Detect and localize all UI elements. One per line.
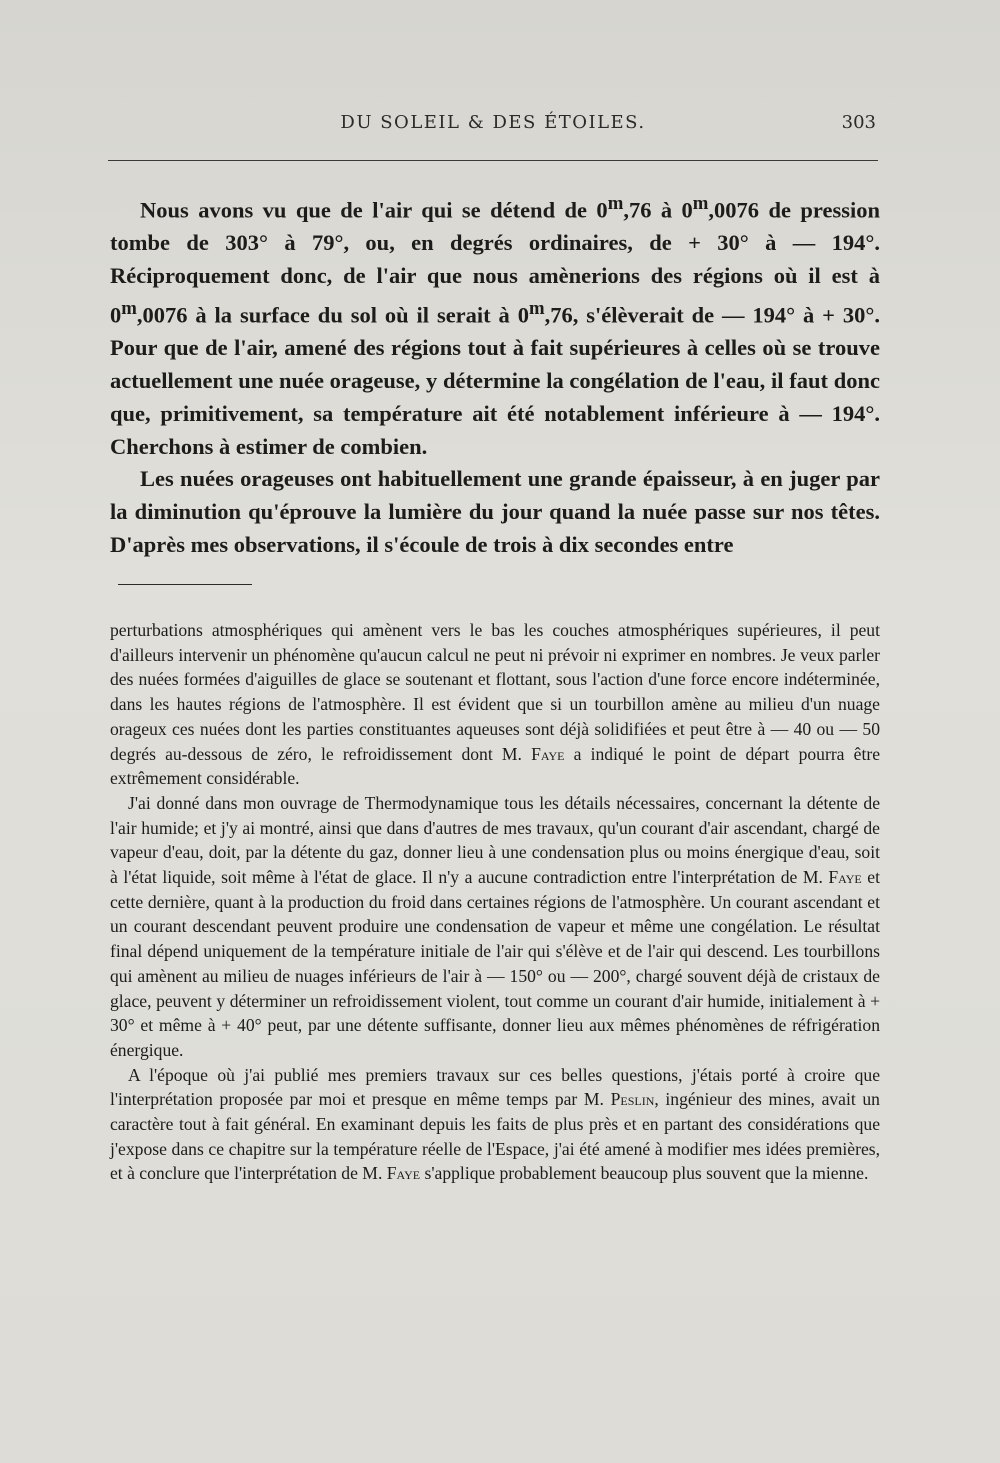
page-number: 303 xyxy=(841,112,876,133)
footnote-paragraph-3: A l'époque où j'ai publié mes premiers travaux sur ces belles questions, j'étais porté à croire que l'interprétation proposée par moi et presque en même temps par M. Peslin, ingénieur des mines, avait un caractère tout à fait général. En examinant depuis les faits de plus près et en partant des considérations que j'expose dans ce chapitre sur la température réelle de l'Espace, j'ai été amené à modifier mes idées premières, et à conclure que l'interprétation de M. Faye s'applique probablement beaucoup plus souvent que la mienne. xyxy=(110,1064,880,1184)
main-text xyxy=(110,188,880,562)
running-title: DU SOLEIL & DES ÉTOILES. xyxy=(340,112,646,133)
author-name: Faye xyxy=(531,743,565,764)
author-name: Faye xyxy=(386,1163,421,1184)
page-header xyxy=(108,112,878,142)
author-name: Faye xyxy=(828,867,862,888)
footnotes xyxy=(110,618,880,1186)
main-paragraph-2: Les nuées orageuses ont habituellement une grande épaisseur, à en juger par la diminution qu'éprouve la lumière du jour quand la nuée passe sur nos têtes. D'après mes observations, il s'écoule de trois à dix secondes entre xyxy=(110,466,880,557)
footnote-paragraph-2: J'ai donné dans mon ouvrage de Thermodynamique tous les détails nécessaires, concernant la détente de l'air humide; et j'y ai montré, ainsi que dans d'autres de mes travaux, qu'un courant d'air ascendant, chargé de vapeur d'eau, doit, par la détente du gaz, donner lieu à une condensation plus ou moins énergique d'eau, soit à l'état liquide, soit même à l'état de glace. Il n'y a aucune contradiction entre l'interprétation de M. Faye et cette dernière, quant à la production du froid dans certaines régions de l'atmosphère. Un courant ascendant et un courant descendant peuvent produire une condensation de vapeur et même une congélation. Le résultat final dépend uniquement de la température initiale de l'air qui s'élève et de l'air qui descend. Les tourbillons qui amènent au milieu de nuages inférieurs de l'air à — 150° ou — 200°, chargé souvent déjà de cristaux de glace, peuvent y déterminer un refroidissement violent, tout comme un courant d'air humide, initialement à + 30° et même à + 40° peut, par une détente suffisante, donner lieu aux mêmes phénomènes de réfrigération énergique. xyxy=(110,792,880,1060)
main-paragraph-1: Nous avons vu que de l'air qui se détend de 0$^m$,76 à 0$^m$,0076 de pression tombe de 303° à 79°, ou, en degrés ordinaires, de + 30° à — 194°. Réciproquement donc, de l'air que nous amènerions des régions où il est à 0$^m$,0076 à la surface du sol où il serait à 0$^m$,76, s'élèverait de — 194° à + 30°. Pour que de l'air, amené des régions tout à fait supérieures à celles où se trouve actuellement une nuée orageuse, y détermine la congélation de l'eau, il faut donc que, primitivement, sa température ait été notablement inférieure à — 194°. Cherchons à estimer de combien. xyxy=(110,193,881,459)
header-rule xyxy=(108,160,878,161)
author-name: Peslin xyxy=(610,1089,655,1110)
footnote-paragraph-1: perturbations atmosphériques qui amènent vers le bas les couches atmosphériques supérieures, il peut d'ailleurs intervenir un phénomène qu'aucun calcul ne peut ni prévoir ni exprimer en nombres. Je veux parler des nuées formées d'aiguilles de glace se soutenant et flottant, sous l'action d'une force encore indéterminée, dans les hautes régions de l'atmosphère. Il est évident que si un tourbillon amène au milieu d'un nuage orageux ces nuées dont les parties constituantes aqueuses sont déjà solidifiées et peut être à — 40 ou — 50 degrés au-dessous de zéro, le refroidissement dont M. Faye a indiqué le point de départ pourra être extrêmement considérable. xyxy=(110,620,881,789)
footnote-rule xyxy=(118,584,252,585)
